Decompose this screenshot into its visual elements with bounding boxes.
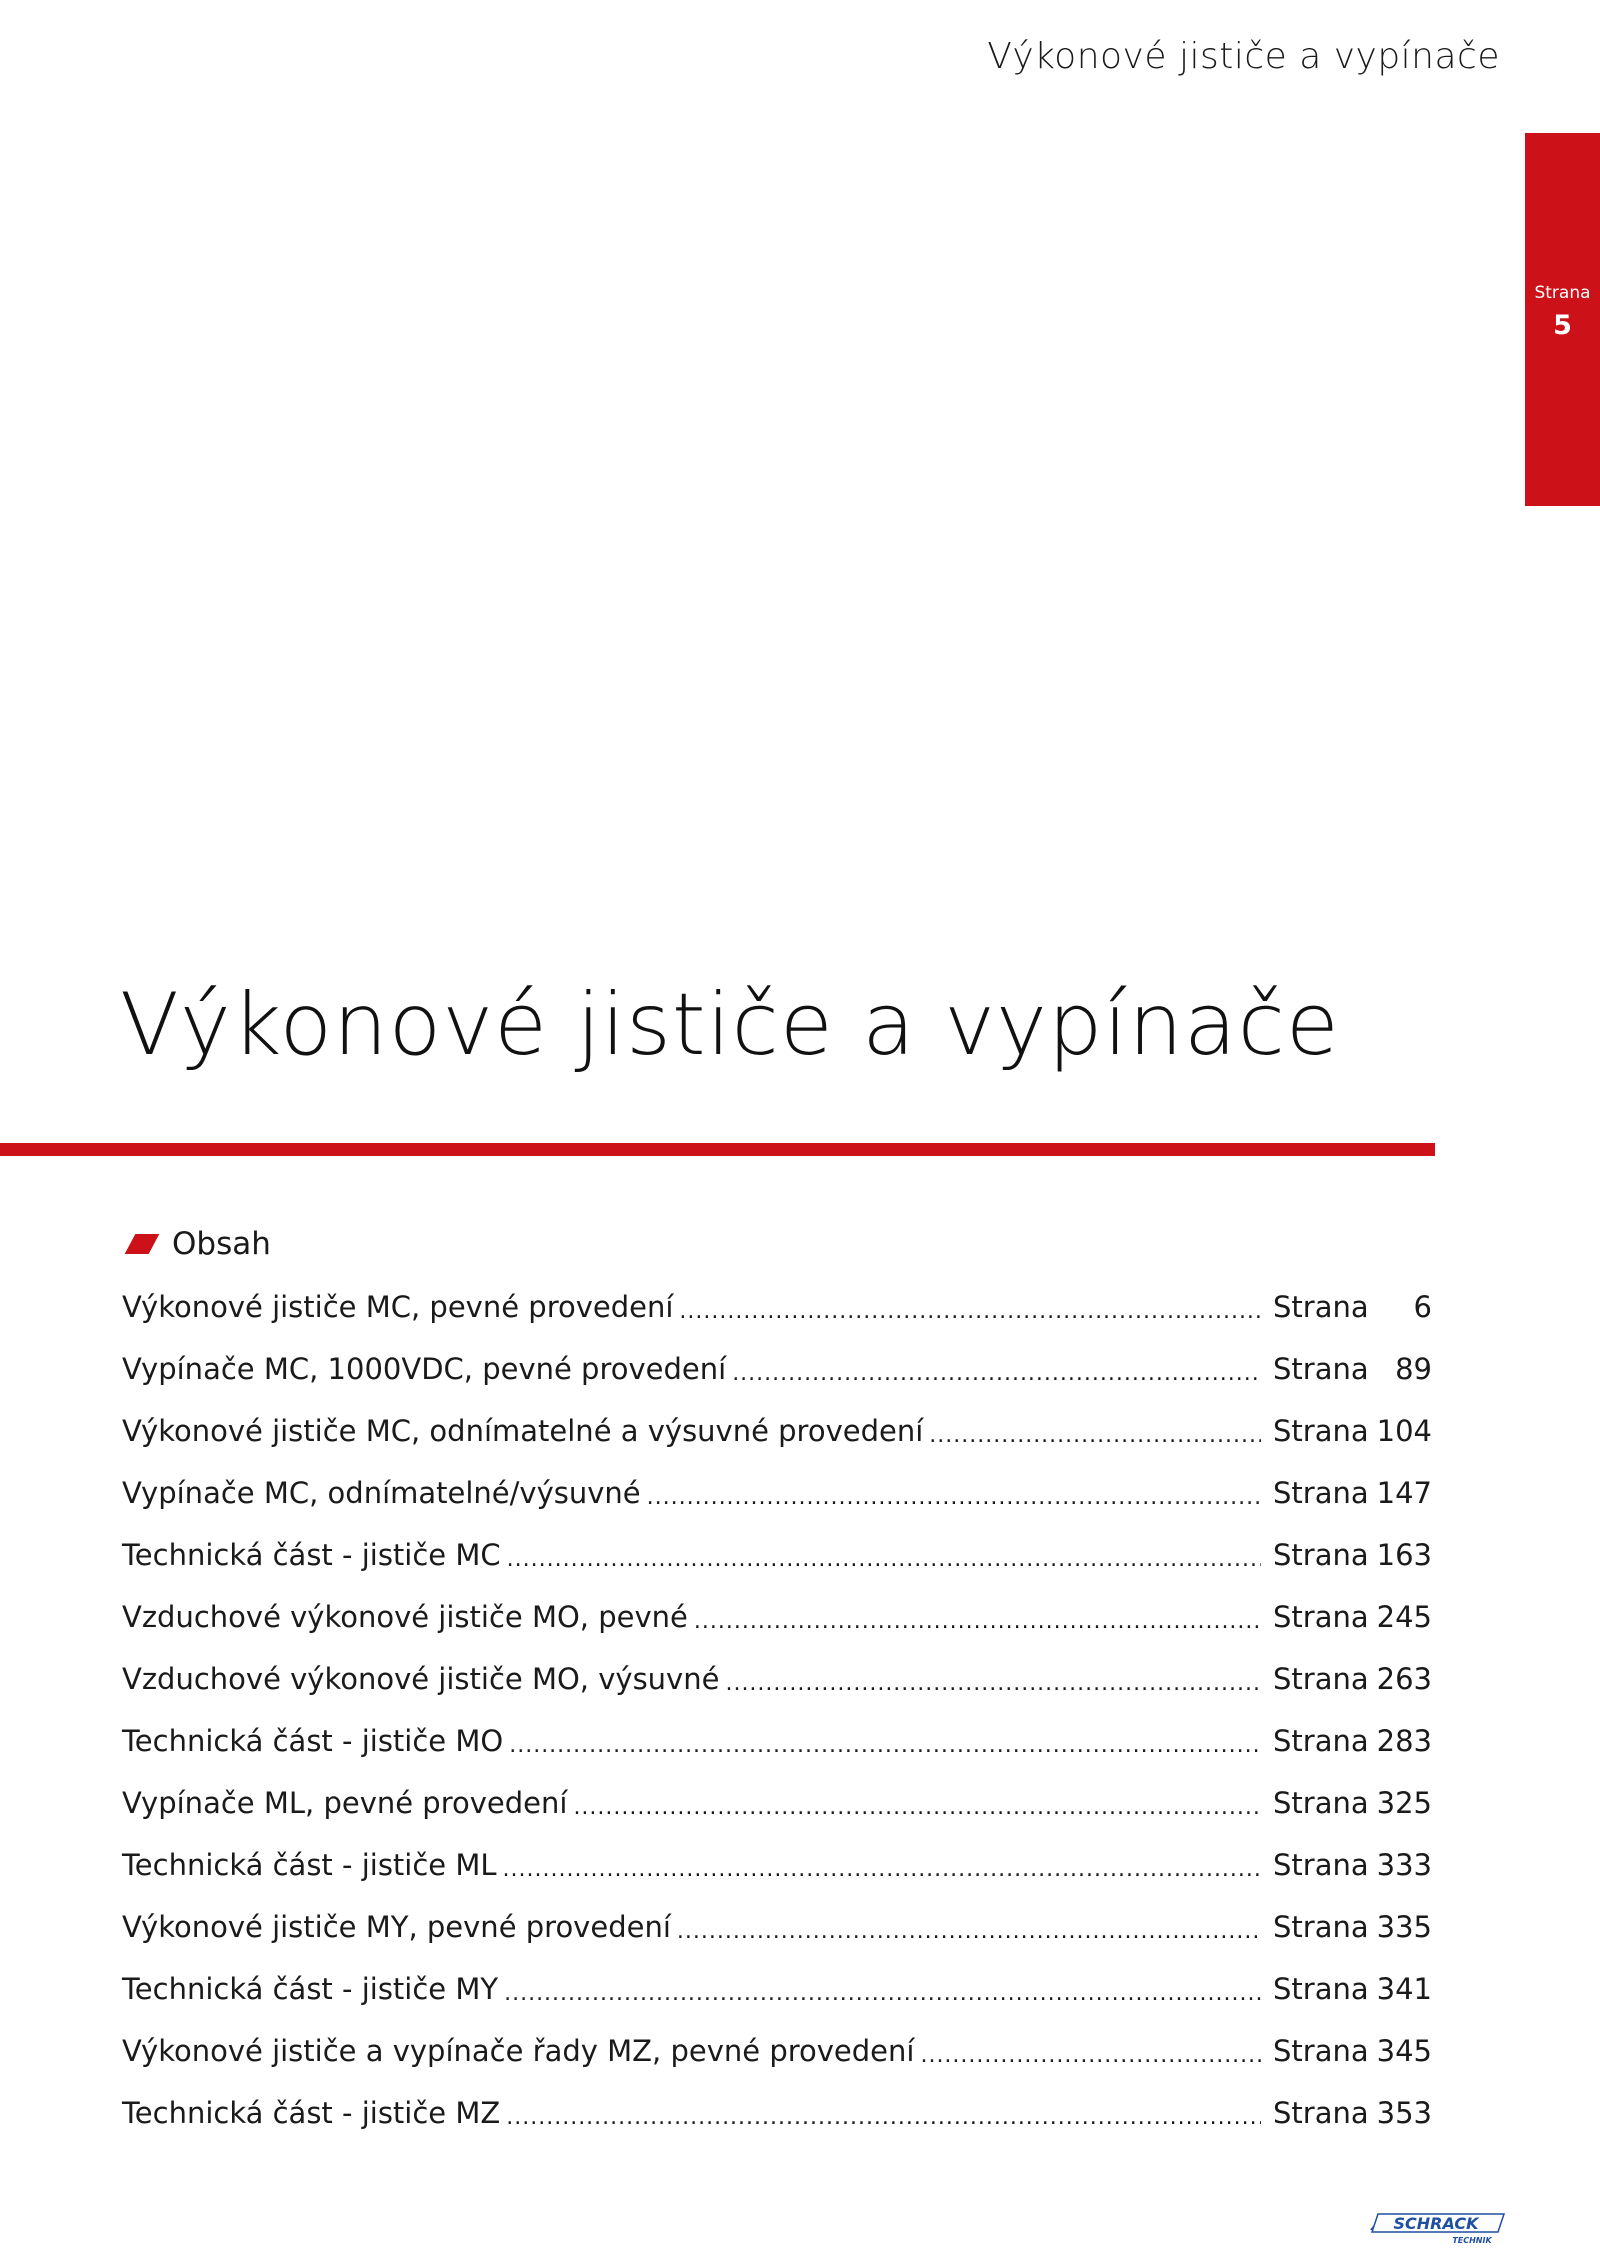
toc-page-number: 245 [1376,1600,1432,1634]
toc-page-label: Strana [1273,1724,1369,1758]
toc-heading-text: Obsah [172,1226,271,1262]
toc-row[interactable] [122,1772,1432,1834]
page-tab-number: 5 [1553,310,1572,341]
toc-page-label: Strana [1273,2096,1369,2130]
toc-page-number: 341 [1376,1972,1432,2006]
toc-row[interactable] [122,1524,1432,1586]
toc-page-label: Strana [1273,1290,1369,1324]
toc-entry-title: Výkonové jističe MC, pevné provedení [122,1290,674,1324]
toc-entry-title: Vypínače ML, pevné provedení [122,1786,568,1820]
toc-entry-title: Vypínače MC, odnímatelné/výsuvné [122,1476,641,1510]
toc-row[interactable] [122,1400,1432,1462]
toc-dot-leader [677,1921,1261,1943]
toc-page-label: Strana [1273,2034,1369,2068]
page-tab-label: Strana [1534,283,1591,303]
toc-page-number: 147 [1376,1476,1432,1510]
section-title: Výkonové jističe a vypínače [120,975,1340,1075]
toc-page-number: 163 [1376,1538,1432,1572]
toc-entry-title: Technická část - jističe ML [122,1848,497,1882]
toc-row[interactable] [122,1958,1432,2020]
toc-page-number: 263 [1376,1662,1432,1696]
toc-page-label: Strana [1273,1538,1369,1572]
toc-row[interactable] [122,1710,1432,1772]
toc-page-number: 283 [1376,1724,1432,1758]
logo-wordmark: SCHRACK [1393,2214,1479,2233]
toc-page-label: Strana [1273,1352,1369,1386]
toc-page-number: 345 [1376,2034,1432,2068]
toc-page-label: Strana [1273,1848,1369,1882]
toc-row[interactable] [122,1276,1432,1338]
toc-list [122,1276,1432,2144]
toc-dot-leader [509,1735,1261,1757]
heading-marker-icon [125,1234,160,1254]
toc-dot-leader [725,1673,1261,1695]
toc-dot-leader [647,1487,1261,1509]
toc-row[interactable] [122,1896,1432,1958]
schrack-logo [1368,2212,1506,2246]
toc-entry-title: Výkonové jističe a vypínače řady MZ, pevné provedení [122,2034,915,2068]
toc-entry-title: Technická část - jističe MO [122,1724,504,1758]
toc-page-label: Strana [1273,1972,1369,2006]
toc-row[interactable] [122,1834,1432,1896]
toc-page-label: Strana [1273,1910,1369,1944]
toc-row[interactable] [122,1338,1432,1400]
toc-page-number: 6 [1413,1290,1432,1324]
toc-dot-leader [506,2107,1261,2129]
toc-entry-title: Technická část - jističe MZ [122,2096,501,2130]
toc-row[interactable] [122,2020,1432,2082]
toc-page-label: Strana [1273,1600,1369,1634]
toc-dot-leader [504,1983,1261,2005]
toc-heading [124,1222,271,1266]
toc-page-label: Strana [1273,1786,1369,1820]
toc-page-label: Strana [1273,1476,1369,1510]
toc-entry-title: Výkonové jističe MY, pevné provedení [122,1910,671,1944]
toc-dot-leader [929,1425,1261,1447]
toc-dot-leader [507,1549,1261,1571]
toc-page-number: 325 [1376,1786,1432,1820]
running-header-title: Výkonové jističe a vypínače [987,36,1500,77]
toc-dot-leader [679,1301,1261,1323]
toc-page-number: 335 [1376,1910,1432,1944]
toc-entry-title: Vypínače MC, 1000VDC, pevné provedení [122,1352,727,1386]
toc-dot-leader [503,1859,1261,1881]
toc-dot-leader [920,2045,1261,2067]
toc-dot-leader [732,1363,1261,1385]
toc-dot-leader [573,1797,1261,1819]
toc-row[interactable] [122,1586,1432,1648]
toc-row[interactable] [122,1648,1432,1710]
toc-entry-title: Technická část - jističe MC [122,1538,501,1572]
toc-row[interactable] [122,2082,1432,2144]
toc-page-number: 89 [1395,1352,1432,1386]
toc-entry-title: Vzduchové výkonové jističe MO, výsuvné [122,1662,720,1696]
toc-page-label: Strana [1273,1414,1369,1448]
toc-page-number: 333 [1376,1848,1432,1882]
toc-page-number: 104 [1376,1414,1432,1448]
toc-page-label: Strana [1273,1662,1369,1696]
toc-row[interactable] [122,1462,1432,1524]
toc-entry-title: Výkonové jističe MC, odnímatelné a výsuvné provedení [122,1414,924,1448]
toc-entry-title: Technická část - jističe MY [122,1972,499,2006]
logo-subtext: TECHNIK [1452,2236,1492,2245]
page-tab [1525,133,1600,506]
toc-page-number: 353 [1376,2096,1432,2130]
toc-dot-leader [694,1611,1261,1633]
section-divider [0,1143,1435,1156]
toc-entry-title: Vzduchové výkonové jističe MO, pevné [122,1600,688,1634]
